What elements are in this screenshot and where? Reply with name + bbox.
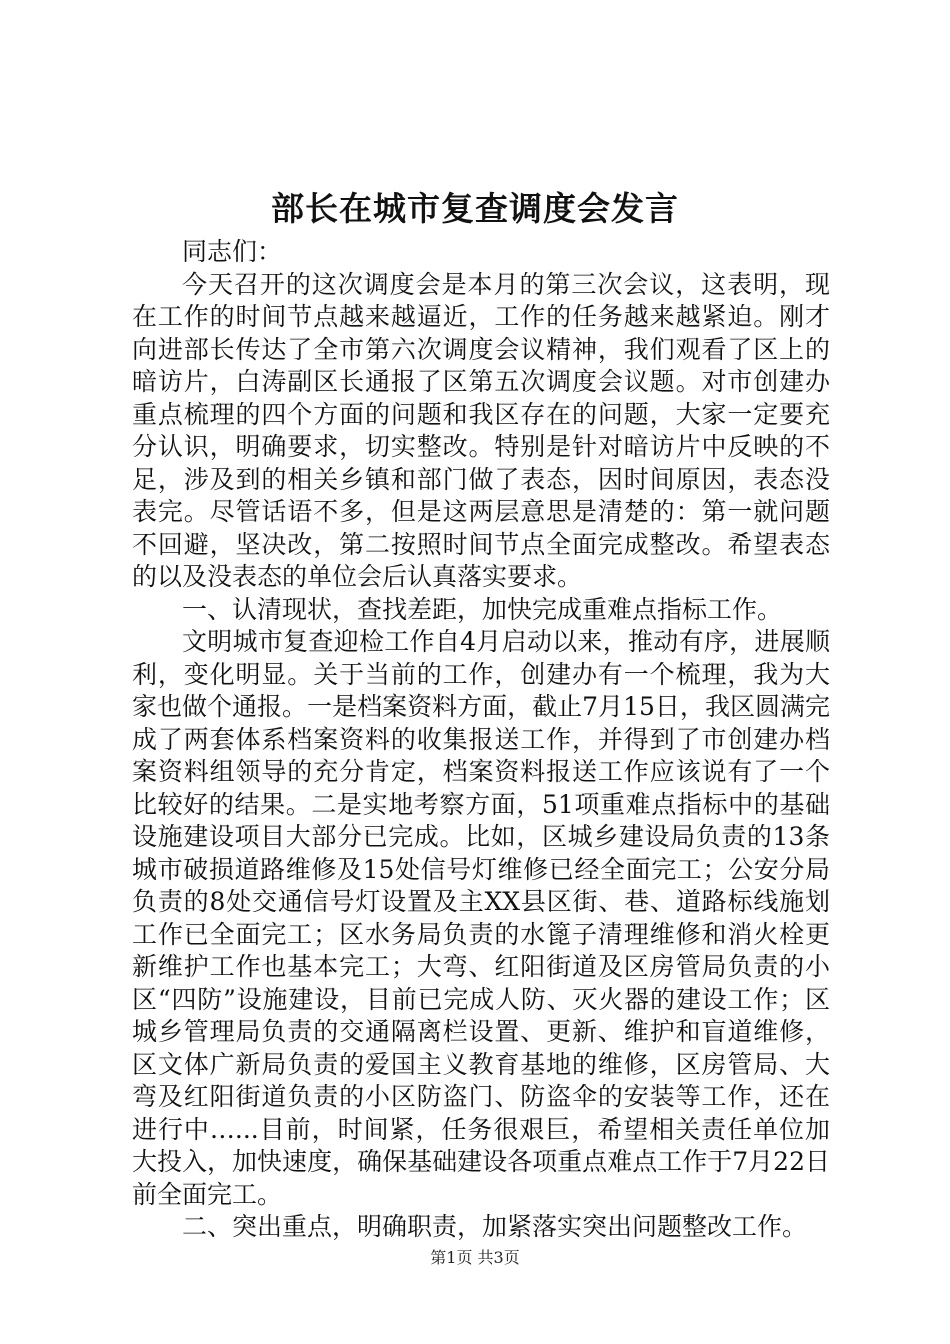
section-heading-1: 一、认清现状，查找差距，加快完成重难点指标工作。 — [182, 594, 783, 624]
intro-paragraph: 今天召开的这次调度会是本月的第三次会议，这表明，现在工作的时间节点越来越逼近，工作的任务越来越紧迫。刚才向进部长传达了全市第六次调度会议精神，我们观看了区上的暗访片，白涛副区长通报了区第五次调度会议题。对市创建办重点梳理的四个方面的问题和我区存在的问题，大家一定要充分认识，明确要求，切实整改。特别是针对暗访片中反映的不足，涉及到的相关乡镇和部门做了表态，因时间原因，表态没表完。尽管话语不多，但是这两层意思是清楚的：第一就问题不回避，坚决改，第二按照时间节点全面完成整改。希望表态的以及没表态的单位会后认真落实要求。 — [132, 269, 830, 591]
section-1-paragraph: 文明城市复查迎检工作自4月启动以来，推动有序，进展顺利，变化明显。关于当前的工作，创建办有一个梳理，我为大家也做个通报。一是档案资料方面，截止7月15日，我区圆满完成了两套体系档案资料的收集报送工作，并得到了市创建办档案资料组领导的充分肯定，档案资料报送工作应该说有了一个比较好的结果。二是实地考察方面，51项重难点指标中的基础设施建设项目大部分已完成。比如，区城乡建设局负责的13条城市破损道路维修及15处信号灯维修已经全面完工；公安分局负责的8处交通信号灯设置及主XX县区街、巷、道路标线施划工作已全面完工；区水务局负责的水篦子清理维修和消火栓更新维护工作也基本完工；大弯、红阳街道及区房管局负责的小区“四防”设施建设，目前已完成人防、灭火器的建设工作；区城乡管理局负责的交通隔离栏设置、更新、维护和盲道维修，区文体广新局负责的爱国主义教育基地的维修，区房管局、大弯及红阳街道负责的小区防盗门、防盗伞的安装等工作，还在进行中…...目前，时间紧，任务很艰巨，希望相关责任单位加大投入，加快速度，确保基础建设各项重点难点工作于7月22日前全面完工。 — [132, 627, 830, 1209]
salutation-paragraph: 同志们： — [182, 237, 283, 266]
document-body — [132, 236, 830, 1244]
section-heading-2: 二、突出重点，明确职责，加紧落实突出问题整改工作。 — [182, 1212, 808, 1241]
document-title: 部长在城市复查调度会发言 — [271, 189, 679, 228]
page-number-footer: 第1页 共3页 — [430, 1248, 520, 1267]
